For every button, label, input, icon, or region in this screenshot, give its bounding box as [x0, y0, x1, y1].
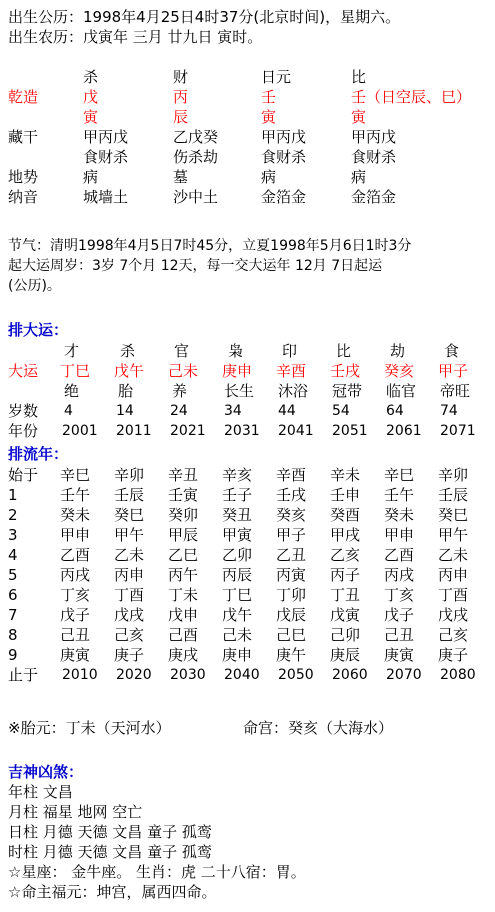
liunian-cell: 乙巳	[168, 546, 199, 564]
gan-month: 丙	[173, 88, 189, 106]
shensha-year: 年柱 文昌	[8, 783, 73, 801]
dayun-ganzhi: 癸亥	[384, 362, 415, 380]
dayun-shishen: 才	[64, 342, 80, 360]
liunian-cell: 己未	[222, 626, 253, 644]
liunian-cell: 己亥	[114, 626, 145, 644]
dayun-ganzhi: 戊午	[114, 362, 145, 380]
liunian-cell: 2010	[62, 667, 98, 683]
dayun-shishen: 杀	[120, 342, 136, 360]
dayun-age: 74	[440, 403, 458, 419]
liunian-cell: 己酉	[168, 626, 199, 644]
liunian-cell: 壬辰	[438, 486, 469, 504]
minggong: 命宫：癸亥（大海水）	[243, 719, 394, 737]
liunian-cell: 丁丑	[330, 586, 361, 604]
liunian-cell: 2020	[116, 667, 152, 683]
liunian-cell: 庚子	[438, 646, 469, 664]
dayun-changsheng: 帝旺	[440, 382, 471, 400]
liunian-cell: 丁卯	[276, 586, 307, 604]
liunian-cell: 己巳	[276, 626, 307, 644]
nayin-day: 金箔金	[261, 188, 307, 206]
liunian-cell: 庚午	[276, 646, 307, 664]
canggan-month: 乙戊癸	[173, 128, 219, 146]
dayun-year: 2031	[224, 423, 260, 439]
liunian-cell: 甲寅	[222, 526, 253, 544]
nayin-month: 沙中土	[173, 188, 219, 206]
liunian-cell: 丙辰	[222, 566, 253, 584]
dayun-age: 14	[116, 403, 134, 419]
liunian-cell: 乙酉	[60, 546, 91, 564]
canggan-year: 甲丙戊	[83, 128, 129, 146]
liunian-row-label: 6	[8, 586, 18, 604]
dayun-changsheng: 绝	[64, 382, 80, 400]
liunian-cell: 庚辰	[330, 646, 361, 664]
liunian-cell: 癸亥	[276, 506, 307, 524]
dishi-label: 地势	[8, 168, 39, 186]
liunian-cell: 甲辰	[168, 526, 199, 544]
liunian-cell: 辛巳	[60, 466, 91, 484]
gan-hour: 壬（日空辰、巳）	[351, 88, 472, 106]
liunian-cell: 庚戌	[168, 646, 199, 664]
liunian-cell: 丙寅	[276, 566, 307, 584]
liunian-cell: 戊子	[60, 606, 91, 624]
liunian-cell: 辛卯	[438, 466, 469, 484]
liunian-cell: 癸酉	[330, 506, 361, 524]
canggan-ss-hour: 食财杀	[351, 148, 397, 166]
liunian-cell: 甲申	[60, 526, 91, 544]
dayun-label: 大运	[8, 362, 39, 380]
shensha-hour: 时柱 月德 天德 文昌 童子 孤鸾	[8, 843, 212, 861]
liunian-cell: 庚申	[222, 646, 253, 664]
liunian-cell: 癸丑	[222, 506, 253, 524]
liunian-row-label: 7	[8, 606, 18, 624]
dayun-year: 2041	[278, 423, 314, 439]
canggan-label: 藏干	[8, 128, 39, 146]
liunian-row-label: 9	[8, 646, 18, 664]
dayun-ganzhi: 壬戌	[330, 362, 361, 380]
liunian-cell: 丁未	[168, 586, 199, 604]
shensha-day: 日柱 月德 天德 文昌 童子 孤鸾	[8, 823, 212, 841]
zhi-month: 辰	[173, 108, 189, 126]
liunian-cell: 壬午	[60, 486, 91, 504]
liunian-cell: 2050	[278, 667, 314, 683]
liunian-cell: 乙卯	[222, 546, 253, 564]
canggan-ss-month: 伤杀劫	[173, 148, 219, 166]
dayun-ganzhi: 己未	[168, 362, 199, 380]
liunian-cell: 壬申	[330, 486, 361, 504]
dayun-age: 24	[170, 403, 188, 419]
dayun-ganzhi: 丁巳	[60, 362, 91, 380]
liunian-cell: 甲戌	[330, 526, 361, 544]
dayun-changsheng: 沐浴	[278, 382, 309, 400]
dayun-year: 2011	[116, 423, 152, 439]
dayun-shishen: 官	[174, 342, 190, 360]
liunian-cell: 乙未	[114, 546, 145, 564]
fuyuan: ☆命主福元：坤宫，属西四命。	[8, 883, 217, 901]
liunian-cell: 己卯	[330, 626, 361, 644]
dayun-shishen: 印	[282, 342, 298, 360]
nayin-hour: 金箔金	[351, 188, 397, 206]
dayun-shishen: 枭	[228, 342, 244, 360]
liunian-row-label: 2	[8, 506, 18, 524]
dayun-year: 2021	[170, 423, 206, 439]
liunian-cell: 辛未	[330, 466, 361, 484]
liunian-cell: 2040	[224, 667, 260, 683]
year-label: 年份	[8, 422, 39, 440]
canggan-ss-day: 食财杀	[261, 148, 307, 166]
dayun-shishen: 比	[336, 342, 352, 360]
dayun-year: 2051	[332, 423, 368, 439]
dayun-changsheng: 冠带	[332, 382, 363, 400]
nayin-year: 城墙土	[83, 188, 129, 206]
dishi-year: 病	[83, 168, 99, 186]
jieqi-line2: 起大运周岁：3岁 7个月 12天，每一交大运年 12月 7日起运	[8, 258, 383, 274]
qianzao-label: 乾造	[8, 88, 39, 106]
liunian-cell: 丙申	[114, 566, 145, 584]
dayun-changsheng: 长生	[224, 382, 255, 400]
nayin-label: 纳音	[8, 188, 39, 206]
liunian-cell: 癸卯	[168, 506, 199, 524]
liunian-cell: 丁亥	[384, 586, 415, 604]
canggan-ss-year: 食财杀	[83, 148, 129, 166]
liunian-row-label: 止于	[8, 666, 39, 684]
liunian-cell: 2030	[170, 667, 206, 683]
jieqi-line3: (公历)。	[8, 278, 61, 294]
zhi-year: 寅	[83, 108, 99, 126]
dayun-changsheng: 胎	[118, 382, 134, 400]
liunian-row-label: 始于	[8, 466, 39, 484]
liunian-title: 排流年：	[8, 445, 69, 463]
taiyuan: ※胎元：丁未（天河水）	[8, 719, 171, 737]
liunian-cell: 丙戌	[384, 566, 415, 584]
liunian-cell: 癸巳	[438, 506, 469, 524]
dayun-ganzhi: 甲子	[438, 362, 469, 380]
age-label: 岁数	[8, 402, 39, 420]
dayun-ganzhi: 辛酉	[276, 362, 307, 380]
zhi-hour: 寅	[351, 108, 367, 126]
liunian-row-label: 1	[8, 486, 18, 504]
liunian-cell: 丁巳	[222, 586, 253, 604]
liunian-cell: 庚寅	[60, 646, 91, 664]
liunian-cell: 丙午	[168, 566, 199, 584]
liunian-cell: 2060	[332, 667, 368, 683]
shishen-day: 日元	[261, 68, 292, 86]
liunian-cell: 辛亥	[222, 466, 253, 484]
dayun-age: 34	[224, 403, 242, 419]
liunian-cell: 乙丑	[276, 546, 307, 564]
liunian-cell: 辛巳	[384, 466, 415, 484]
liunian-cell: 丙戌	[60, 566, 91, 584]
shishen-month: 财	[173, 68, 189, 86]
dayun-year: 2001	[62, 423, 98, 439]
liunian-cell: 己亥	[438, 626, 469, 644]
liunian-cell: 庚子	[114, 646, 145, 664]
liunian-cell: 乙亥	[330, 546, 361, 564]
liunian-cell: 壬辰	[114, 486, 145, 504]
liunian-cell: 甲申	[384, 526, 415, 544]
gan-day: 壬	[261, 88, 277, 106]
birth-gregorian: 出生公历：1998年4月25日4时37分(北京时间)，星期六。	[8, 8, 401, 26]
liunian-cell: 戊戌	[438, 606, 469, 624]
dishi-day: 病	[261, 168, 277, 186]
liunian-cell: 2070	[386, 667, 422, 683]
dayun-age: 4	[64, 403, 73, 419]
liunian-cell: 辛酉	[276, 466, 307, 484]
liunian-cell: 丁亥	[60, 586, 91, 604]
liunian-cell: 甲子	[276, 526, 307, 544]
liunian-cell: 戊戌	[114, 606, 145, 624]
shensha-month: 月柱 福星 地网 空亡	[8, 803, 143, 821]
dayun-changsheng: 临官	[386, 382, 417, 400]
liunian-cell: 癸巳	[114, 506, 145, 524]
dayun-title: 排大运：	[8, 321, 69, 339]
liunian-row-label: 8	[8, 626, 18, 644]
dayun-year: 2071	[440, 423, 476, 439]
zhi-day: 寅	[261, 108, 277, 126]
liunian-cell: 己丑	[60, 626, 91, 644]
dayun-year: 2061	[386, 423, 422, 439]
xingzuo: ☆星座： 金牛座。 生肖：虎 二十八宿：胃。	[8, 863, 306, 881]
dayun-age: 64	[386, 403, 404, 419]
liunian-row-label: 4	[8, 546, 18, 564]
liunian-cell: 乙未	[438, 546, 469, 564]
liunian-row-label: 3	[8, 526, 18, 544]
dayun-changsheng: 养	[172, 382, 188, 400]
liunian-cell: 壬午	[384, 486, 415, 504]
canggan-day: 甲丙戊	[261, 128, 307, 146]
dayun-shishen: 食	[444, 342, 460, 360]
liunian-cell: 甲午	[114, 526, 145, 544]
dayun-age: 44	[278, 403, 296, 419]
dishi-month: 墓	[173, 168, 189, 186]
shensha-title: 吉神凶煞：	[8, 763, 84, 781]
liunian-cell: 丙子	[330, 566, 361, 584]
dayun-ganzhi: 庚申	[222, 362, 253, 380]
liunian-cell: 辛丑	[168, 466, 199, 484]
liunian-cell: 丁酉	[438, 586, 469, 604]
liunian-cell: 癸未	[60, 506, 91, 524]
shishen-hour: 比	[351, 68, 367, 86]
liunian-cell: 己丑	[384, 626, 415, 644]
liunian-row-label: 5	[8, 566, 18, 584]
liunian-cell: 壬寅	[168, 486, 199, 504]
liunian-cell: 壬戌	[276, 486, 307, 504]
liunian-cell: 戊子	[384, 606, 415, 624]
liunian-cell: 乙酉	[384, 546, 415, 564]
liunian-cell: 癸未	[384, 506, 415, 524]
liunian-cell: 甲午	[438, 526, 469, 544]
liunian-cell: 戊申	[168, 606, 199, 624]
birth-lunar: 出生农历：戊寅年 三月 廿九日 寅时。	[8, 28, 263, 46]
shishen-year: 杀	[83, 68, 99, 86]
liunian-cell: 丙申	[438, 566, 469, 584]
liunian-cell: 壬子	[222, 486, 253, 504]
liunian-cell: 戊午	[222, 606, 253, 624]
liunian-cell: 辛卯	[114, 466, 145, 484]
dayun-shishen: 劫	[390, 342, 406, 360]
liunian-cell: 丁酉	[114, 586, 145, 604]
liunian-cell: 2080	[440, 667, 476, 683]
liunian-cell: 庚寅	[384, 646, 415, 664]
canggan-hour: 甲丙戊	[351, 128, 397, 146]
gan-year: 戊	[83, 88, 99, 106]
liunian-cell: 戊辰	[276, 606, 307, 624]
dishi-hour: 病	[351, 168, 367, 186]
liunian-cell: 戊寅	[330, 606, 361, 624]
dayun-age: 54	[332, 403, 350, 419]
jieqi-line1: 节气：清明1998年4月5日7时45分，立夏1998年5月6日1时3分	[8, 238, 412, 254]
